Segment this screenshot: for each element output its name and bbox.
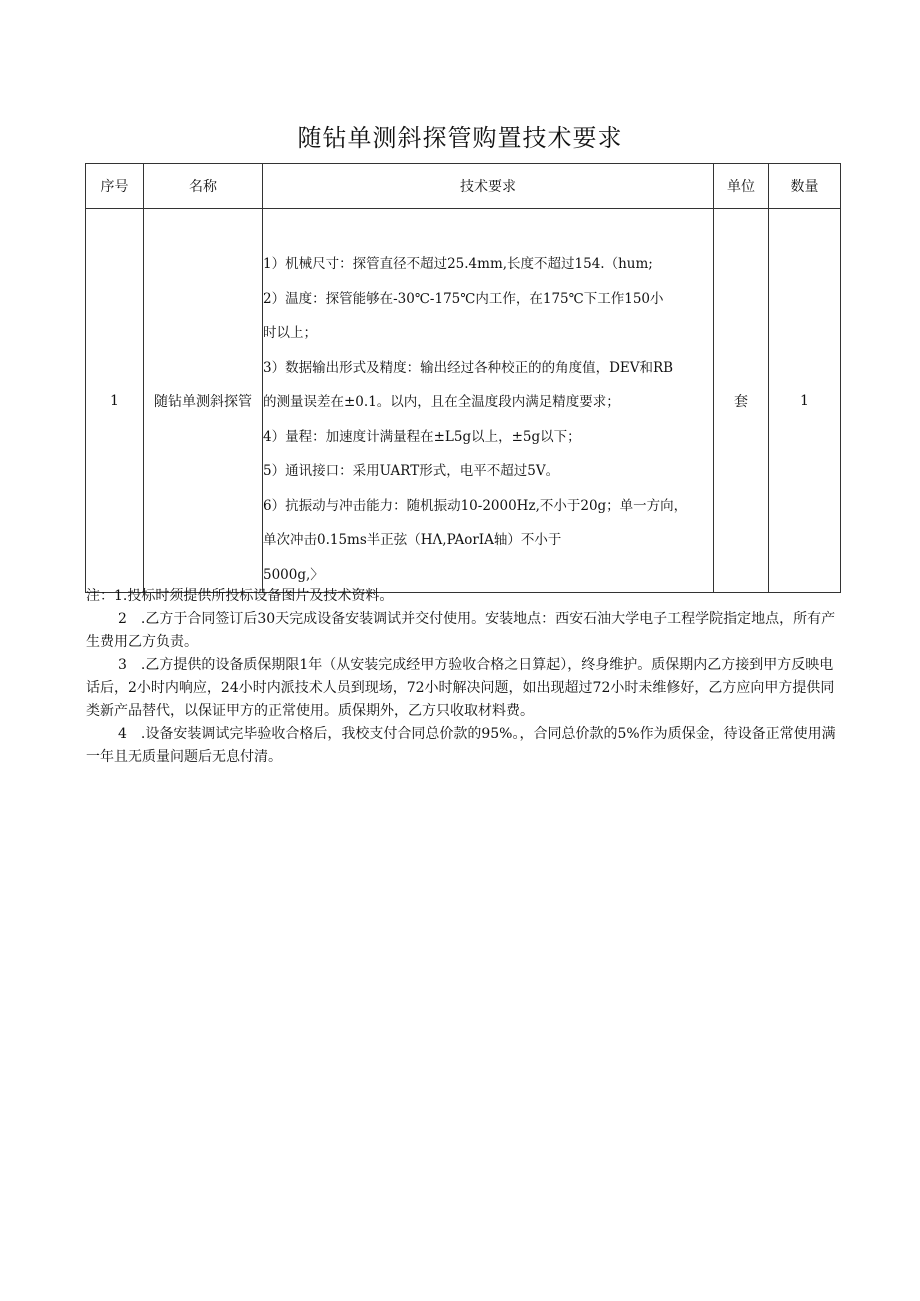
header-unit: 单位	[714, 164, 769, 209]
table-row	[86, 209, 841, 593]
requirements-list	[263, 209, 713, 592]
requirement-line: 5000g,〉	[263, 566, 324, 583]
header-index: 序号	[86, 164, 144, 209]
requirement-line: 5）通讯接口：采用UART形式，电平不超过5V。	[263, 463, 560, 479]
note-4: 4 .设备安装调试完毕验收合格后，我校支付合同总价款的95%。，合同总价款的5%作为质保金，待设备正常使用满一年且无质量问题后无息付清。	[86, 726, 836, 765]
header-requirements: 技术要求	[263, 164, 714, 209]
requirement-line: 3）数据输出形式及精度：输出经过各种校正的的角度值，DEV和RB	[263, 359, 674, 376]
requirement-line: 1）机械尺寸：探管直径不超过25.4mm,长度不超过154.（hum;	[263, 256, 653, 272]
requirement-line: 单次冲击0.15ms半正弦（HΛ,PAorIA轴）不小于	[263, 532, 562, 548]
cell-quantity: 1	[769, 209, 841, 593]
table-header-row	[86, 164, 841, 209]
header-name: 名称	[144, 164, 263, 209]
notes-section	[86, 585, 842, 769]
requirement-line: 的测量误差在±0.1。以内，且在全温度段内满足精度要求；	[263, 394, 620, 410]
note-3: 3 .乙方提供的设备质保期限1年（从安装完成经甲方验收合格之日算起），终身维护。质保期内乙方接到甲方反映电话后，2小时内响应，24小时内派技术人员到现场，72小时解决问题，如出现超过72小时未维修好，乙方应向甲方提供同类新产品替代，以保证甲方的正常使用。质保期外，乙方只收取材料费。	[86, 657, 835, 719]
cell-name: 随钻单测斜探管	[144, 209, 263, 593]
note-1: 注：1.投标时须提供所投标设备图片及技术资料。	[86, 588, 394, 604]
cell-unit: 套	[714, 209, 769, 593]
document-title: 随钻单测斜探管购置技术要求	[297, 124, 623, 152]
note-2: 2 .乙方于合同签订后30天完成设备安装调试并交付使用。安装地点：西安石油大学电子工程学院指定地点，所有产生费用乙方负责。	[86, 611, 836, 650]
requirement-line: 2）温度：探管能够在-30℃-175℃内工作，在175℃下工作150小	[263, 290, 664, 307]
requirement-line: 6）抗振动与冲击能力：随机振动10-2000Hz,不小于20g；单一方向，	[263, 497, 688, 514]
cell-index: 1	[86, 209, 144, 593]
header-quantity: 数量	[769, 164, 841, 209]
cell-requirements	[263, 209, 714, 593]
requirement-line: 4）量程：加速度计满量程在±L5g以上，±5g以下；	[263, 428, 581, 445]
requirement-line: 时以上；	[263, 325, 317, 341]
requirements-table	[85, 163, 841, 593]
